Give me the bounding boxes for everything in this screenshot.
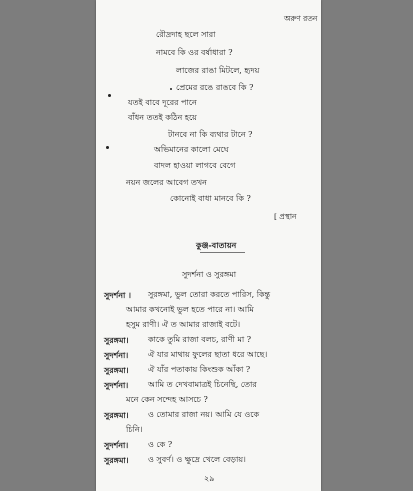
title-rule	[200, 252, 245, 253]
poem-line: নামবে কি ওর বর্ষাধারা ?	[156, 48, 233, 57]
dialogue-text: সুরঙ্গমা, ভুল তোরা করতে পারিস, কিন্তু	[148, 290, 271, 299]
dialogue-text: মনে কেন সন্দেহ আসচে ?	[126, 395, 208, 404]
dialogue-text: ও সুবর্ণ। ও ক্ষুদ্রে খেলে বেড়ায়।	[148, 455, 246, 464]
speck	[106, 146, 109, 149]
dialogue-text: ঐ যাঁর পতাকায় কিংশুক আঁকা ?	[148, 365, 251, 374]
dialogue-text: আমার কখনোই ভুল হতে পারে না। আমি	[126, 305, 254, 314]
speck	[170, 88, 172, 90]
poem-line: প্রেমের রঙে রাঙবে কি ?	[176, 83, 254, 92]
dialogue-text: হসুম রাণী। ঐ ত আমার রাজাই বটে।	[126, 320, 241, 329]
poem-line: লাজের রাঙা মিটলে, হৃদয়	[176, 66, 260, 75]
poem-line: যতই বাবে দূরের পানে	[128, 98, 197, 107]
page-number: ২৯	[204, 474, 215, 483]
dialogue-speaker: সুরঙ্গমা।	[104, 335, 129, 345]
poem-line: রৌদ্রদাহ ছলে সারা	[156, 30, 216, 39]
speck	[108, 94, 111, 97]
book-page	[96, 0, 321, 491]
poem-line: কোনোই বাধা মানবে কি ?	[170, 194, 251, 203]
scene-title: কুঞ্জ-বাতায়ন	[196, 240, 237, 250]
running-title: অরুণ রতন	[284, 14, 318, 23]
poem-line: নয়ন জলের আবেগ তখন	[126, 178, 207, 187]
dialogue-text: ও কে ?	[148, 440, 173, 449]
dialogue-speaker: সুদর্শনা।	[104, 440, 129, 450]
dialogue-text: ঐ যার মাথায় ফুলের ছাতা ধরে আছে।	[148, 350, 268, 359]
dialogue-speaker: সুদর্শনা।	[104, 380, 129, 390]
dialogue-text: আমি ত দেখবামাত্রই চিনেছি, তোর	[148, 380, 257, 389]
dialogue-speaker: সুরঙ্গমা।	[104, 365, 129, 375]
scene-characters: সুদর্শনা ও সুরঙ্গমা	[182, 270, 237, 279]
poem-line: টানবে না কি ব্যথার টানে ?	[168, 130, 253, 139]
poem-line: বাদল হাওয়া লাগবে বেগে	[154, 161, 236, 170]
dialogue-text: চিনি।	[126, 425, 143, 434]
dialogue-speaker: সুদর্শনা।	[104, 350, 129, 360]
poem-line: বাঁধন ততই কঠিন হয়ে	[128, 113, 197, 122]
dialogue-speaker: সুরঙ্গমা।	[104, 410, 129, 420]
stage-direction: [ প্রস্থান	[274, 212, 297, 221]
dialogue-speaker: সুরঙ্গমা।	[104, 455, 129, 465]
poem-line: অভিমানের কালো মেঘে	[154, 145, 229, 154]
dialogue-text: ও তোমার রাজা নয়। আমি যে ওকে	[148, 410, 260, 419]
dialogue-text: কাকে তুমি রাজা বলচ, রাণী মা ?	[148, 335, 252, 344]
dialogue-speaker: সুদর্শনা ।	[104, 290, 131, 300]
